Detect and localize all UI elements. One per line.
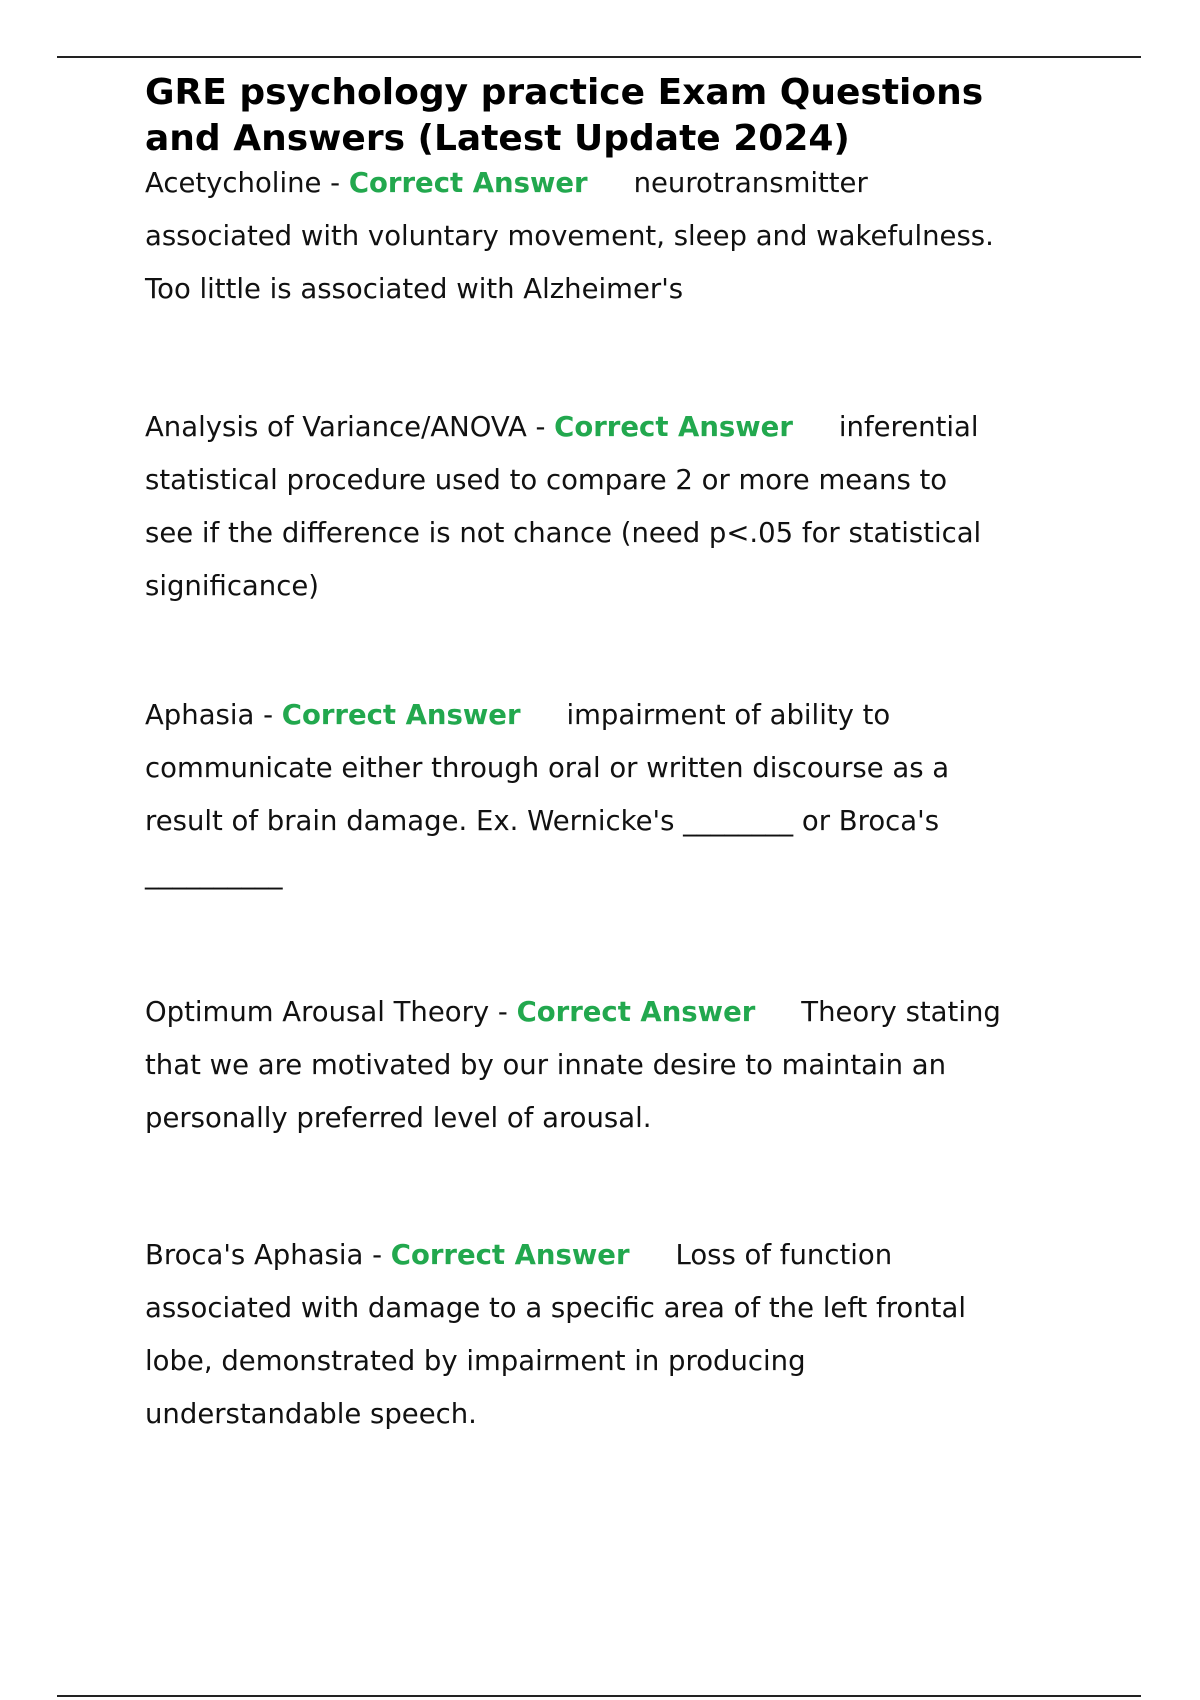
correct-answer-label: Correct Answer bbox=[348, 167, 588, 199]
correct-answer-label: Correct Answer bbox=[281, 699, 521, 731]
definition-line: Too little is associated with Alzheimer's bbox=[145, 273, 684, 305]
definition-text: Theory stating bbox=[801, 996, 1001, 1028]
qa-entry bbox=[145, 157, 994, 316]
definition-line: that we are motivated by our innate desire to maintain an bbox=[145, 1049, 947, 1081]
entry-first-line bbox=[145, 157, 994, 210]
term: Broca's Aphasia - bbox=[145, 1239, 391, 1271]
title-line: GRE psychology practice Exam Questions bbox=[145, 72, 984, 113]
definition-line: communicate either through oral or written discourse as a bbox=[145, 752, 950, 784]
correct-answer-label: Correct Answer bbox=[554, 411, 793, 443]
definition-line: result of brain damage. Ex. Wernicke's ________ or Broca's bbox=[145, 805, 940, 837]
entry-first-line bbox=[145, 986, 1001, 1039]
entry-first-line bbox=[145, 401, 981, 454]
definition-line: personally preferred level of arousal. bbox=[145, 1102, 652, 1134]
term: Acetycholine - bbox=[145, 167, 349, 199]
correct-answer-label: Correct Answer bbox=[516, 996, 756, 1028]
definition-line: associated with voluntary movement, sleep and wakefulness. bbox=[145, 220, 994, 252]
entry-first-line bbox=[145, 1229, 966, 1282]
definition-text: inferential bbox=[838, 411, 979, 443]
top-rule bbox=[57, 56, 1141, 58]
term: Aphasia - bbox=[145, 699, 282, 731]
definition-text: Loss of function bbox=[675, 1239, 893, 1271]
definition-line: lobe, demonstrated by impairment in producing bbox=[145, 1345, 806, 1377]
term: Analysis of Variance/ANOVA - bbox=[145, 411, 555, 443]
title-line: and Answers (Latest Update 2024) bbox=[145, 118, 850, 159]
definition-text: impairment of ability to bbox=[566, 699, 891, 731]
qa-entry bbox=[145, 689, 949, 901]
definition-text: neurotransmitter bbox=[633, 167, 868, 199]
definition-line: see if the difference is not chance (need p<.05 for statistical bbox=[145, 517, 982, 549]
definition-line: statistical procedure used to compare 2 or more means to bbox=[145, 464, 948, 496]
qa-entry bbox=[145, 401, 981, 613]
qa-entry bbox=[145, 986, 1001, 1145]
entry-first-line bbox=[145, 689, 949, 742]
definition-line: understandable speech. bbox=[145, 1398, 477, 1430]
term: Optimum Arousal Theory - bbox=[145, 996, 517, 1028]
qa-entry bbox=[145, 1229, 966, 1441]
definition-line: __________ bbox=[145, 858, 283, 890]
definition-line: significance) bbox=[145, 570, 319, 602]
definition-line: associated with damage to a specific area of the left frontal bbox=[145, 1292, 966, 1324]
correct-answer-label: Correct Answer bbox=[390, 1239, 630, 1271]
bottom-rule bbox=[57, 1695, 1141, 1697]
page-title bbox=[145, 70, 983, 162]
